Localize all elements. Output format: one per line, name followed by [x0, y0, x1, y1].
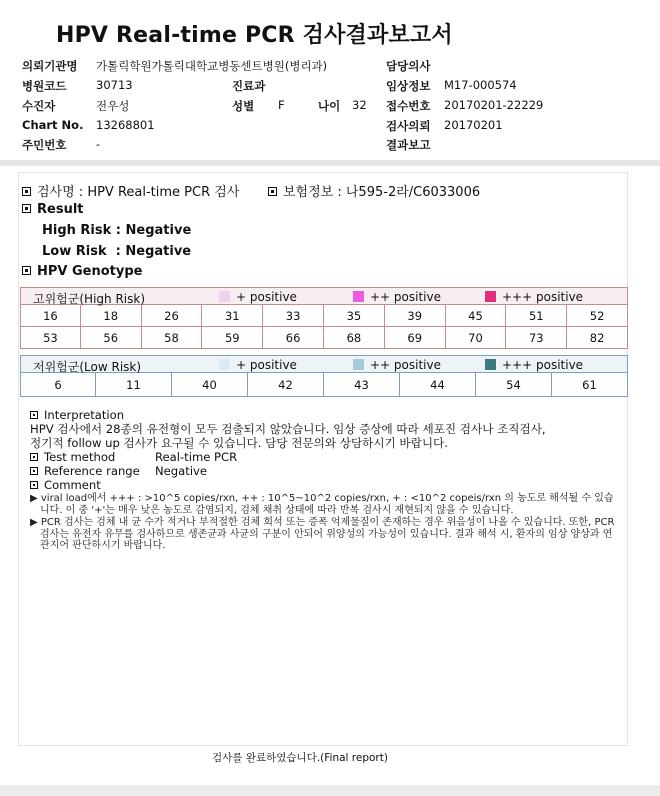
genotype-cell-6: 6 [20, 373, 96, 397]
bottom-bar [0, 785, 660, 796]
final-report-note: 검사를 완료하였습니다.(Final report) [212, 752, 388, 764]
attending-label: 담당의사 [386, 59, 431, 73]
age-label: 나이 [318, 99, 341, 113]
legend-plus-plus-plus: +++ positive [485, 358, 583, 372]
low-risk-result: Low Risk : Negative [42, 244, 192, 259]
genotype-cell-58: 58 [142, 327, 203, 349]
legend-swatch-icon [219, 359, 230, 370]
high-risk-row-2 [20, 327, 628, 349]
clinical-value: M17-000574 [444, 78, 517, 92]
legend-swatch-icon [219, 291, 230, 302]
receipt-label: 접수번호 [386, 99, 431, 113]
genotype-cell-43: 43 [324, 373, 400, 397]
insurance-line: 보험정보 : 나595-2라/C6033006 [268, 181, 480, 200]
low-risk-group-header [20, 355, 628, 373]
genotype-cell-26: 26 [142, 305, 203, 327]
genotype-cell-39: 39 [385, 305, 446, 327]
request-label: 검사의뢰 [386, 119, 431, 133]
interpretation-line-1: HPV 검사에서 28종의 유전형이 모두 검출되지 않았습니다. 임상 증상에 따라 세포진 검사나 조직검사, [30, 422, 546, 436]
legend-plus-plus: ++ positive [353, 358, 441, 372]
checkbox-square-icon [22, 266, 31, 275]
hospital-code-label: 병원코드 [22, 79, 67, 93]
high-risk-row-1 [20, 305, 628, 327]
genotype-cell-40: 40 [172, 373, 248, 397]
high-risk-result: High Risk : Negative [42, 223, 192, 238]
dept-label: 진료과 [232, 79, 266, 93]
genotype-cell-45: 45 [446, 305, 507, 327]
genotype-cell-33: 33 [263, 305, 324, 327]
genotype-cell-44: 44 [400, 373, 476, 397]
genotype-cell-66: 66 [263, 327, 324, 349]
checkbox-square-icon [30, 481, 38, 489]
receipt-value: 20170201-22229 [444, 98, 544, 112]
high-risk-group-header [20, 287, 628, 305]
hospital-code-value: 30713 [96, 78, 133, 92]
genotype-cell-56: 56 [81, 327, 142, 349]
reference-range-row: Reference range Negative [30, 464, 620, 478]
legend-swatch-icon [485, 359, 496, 370]
chart-value: 13268801 [96, 118, 155, 132]
legend-swatch-icon [353, 359, 364, 370]
genotype-cell-42: 42 [248, 373, 324, 397]
rrn-value: - [96, 137, 101, 151]
collector-label: 수진자 [22, 99, 56, 113]
test-method-row: Test method Real-time PCR [30, 450, 620, 464]
legend-plus: + positive [219, 290, 297, 304]
interpretation-line-2: 정기적 follow up 검사가 요구될 수 있습니다. 담당 전문의와 상담하시기 바랍니다. [30, 436, 448, 450]
legend-plus: + positive [219, 358, 297, 372]
genotype-cell-16: 16 [20, 305, 81, 327]
legend-swatch-icon [353, 291, 364, 302]
low-risk-row [20, 373, 628, 397]
legend-swatch-icon [485, 291, 496, 302]
chart-label: Chart No. [22, 118, 84, 132]
genotype-cell-69: 69 [385, 327, 446, 349]
legend-plus-plus: ++ positive [353, 290, 441, 304]
genotype-cell-53: 53 [20, 327, 81, 349]
age-value: 32 [352, 98, 367, 112]
genotype-cell-11: 11 [96, 373, 172, 397]
high-risk-label: 고위험군(High Risk) [33, 292, 145, 306]
genotype-cell-52: 52 [567, 305, 628, 327]
genotype-cell-68: 68 [324, 327, 385, 349]
sex-label: 성별 [232, 99, 255, 113]
checkbox-square-icon [22, 187, 31, 196]
comment-item: ▶ viral load에서 +++ : >10^5 copies/rxn, ++ : 10^5~10^2 copies/rxn, + : <10^2 copeis/rxn 의 농도로 해석될 수 있습니다. 이 중 '+'는 매우 낮은 농도로 감염되지, 검체 채취 상태에 따라 반복 검사시 재현되지 않을 수 있습니다. [30, 493, 614, 516]
interpretation-heading: Interpretation [30, 408, 620, 422]
request-value: 20170201 [444, 118, 503, 132]
low-risk-label: 저위험군(Low Risk) [33, 360, 142, 374]
result-heading: Result [22, 202, 84, 217]
genotype-cell-59: 59 [202, 327, 263, 349]
genotype-cell-73: 73 [506, 327, 567, 349]
genotype-cell-18: 18 [81, 305, 142, 327]
comment-item: ▶ PCR 검사는 검체 내 균 수가 적거나 부적절한 검체 희석 또는 증폭 억제물질이 존재하는 경우 위음성이 나올 수 있습니다. 또한, PCR 검사는 유전자 유무를 검사하므로 생존균과 사균의 구분이 안되어 위양성의 가능성이 있습니다. 결과 해석 시, 환자의 임상 양상과 연관지어 판단하시기 바랍니다. [30, 517, 615, 551]
clinical-label: 임상정보 [386, 79, 431, 93]
comment-heading: Comment [30, 478, 620, 492]
genotype-heading: HPV Genotype [22, 264, 142, 279]
rrn-label: 주민번호 [22, 138, 67, 152]
report-title: HPV Real-time PCR 검사결과보고서 [56, 23, 453, 48]
genotype-cell-31: 31 [202, 305, 263, 327]
institution-label: 의뢰기관명 [22, 59, 78, 73]
genotype-cell-82: 82 [567, 327, 628, 349]
checkbox-square-icon [268, 187, 277, 196]
genotype-cell-35: 35 [324, 305, 385, 327]
result-report-label: 결과보고 [386, 138, 431, 152]
header-separator [0, 160, 660, 166]
interpretation-section [30, 408, 620, 492]
checkbox-square-icon [30, 453, 38, 461]
checkbox-square-icon [22, 204, 31, 213]
test-name-line: 검사명 : HPV Real-time PCR 검사 [22, 181, 239, 200]
genotype-cell-54: 54 [476, 373, 552, 397]
genotype-cell-61: 61 [552, 373, 628, 397]
legend-plus-plus-plus: +++ positive [485, 290, 583, 304]
checkbox-square-icon [30, 467, 38, 475]
sex-value: F [278, 98, 285, 112]
genotype-cell-70: 70 [446, 327, 507, 349]
collector-value: 전우성 [96, 99, 130, 113]
genotype-cell-51: 51 [506, 305, 567, 327]
checkbox-square-icon [30, 411, 38, 419]
comment-list [30, 493, 620, 553]
institution-value: 가톨릭학원가톨릭대학교병동센트병원(병리과) [96, 59, 328, 73]
